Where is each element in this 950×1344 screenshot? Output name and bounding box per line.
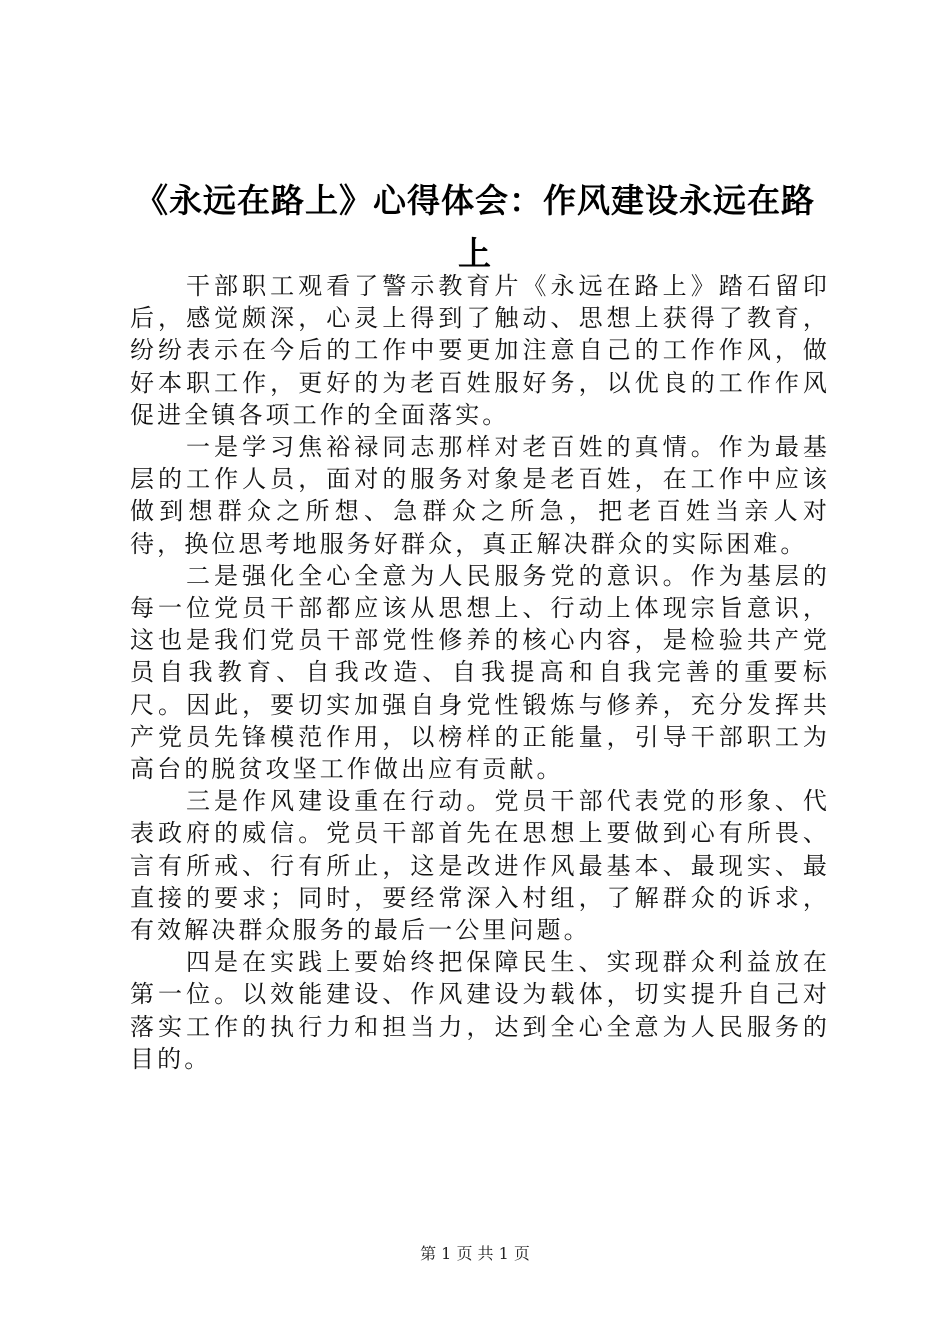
paragraph-point-two: 二是强化全心全意为人民服务党的意识。作为基层的每一位党员干部都应该从思想上、行动上体现宗旨意识，这也是我们党员干部党性修养的核心内容，是检验共产党员自我教育、自我改造、自我提高和自我完善的重要标尺。因此，要切实加强自身党性锻炼与修养，充分发挥共产党员先锋模范作用，以榜样的正能量，引导干部职工为高台的脱贫攻坚工作做出应有贡献。 [130,561,830,784]
paragraph-intro: 干部职工观看了警示教育片《永远在路上》踏石留印后，感觉颇深，心灵上得到了触动、思想上获得了教育，纷纷表示在今后的工作中要更加注意自己的工作作风，做好本职工作，更好的为老百姓服好务，以优良的工作作风促进全镇各项工作的全面落实。 [130,272,830,429]
paragraph-point-four: 四是在实践上要始终把保障民生、实现群众利益放在第一位。以效能建设、作风建设为载体，切实提升自己对落实工作的执行力和担当力，达到全心全意为人民服务的目的。 [130,948,830,1073]
page-number-footer: 第 1 页 共 1 页 [420,1244,530,1263]
paragraph-point-one: 一是学习焦裕禄同志那样对老百姓的真情。作为最基层的工作人员，面对的服务对象是老百姓，在工作中应该做到想群众之所想、急群众之所急，把老百姓当亲人对待，换位思考地服务好群众，真正解决群众的实际困难。 [130,433,830,558]
document-title: 《永远在路上》心得体会：作风建设永远在路上 [135,181,815,273]
paragraph-point-three: 三是作风建设重在行动。党员干部代表党的形象、代表政府的威信。党员干部首先在思想上要做到心有所畏、言有所戒、行有所止，这是改进作风最基本、最现实、最直接的要求；同时，要经常深入村组，了解群众的诉求，有效解决群众服务的最后一公里问题。 [130,787,830,945]
document-body [130,270,830,1075]
